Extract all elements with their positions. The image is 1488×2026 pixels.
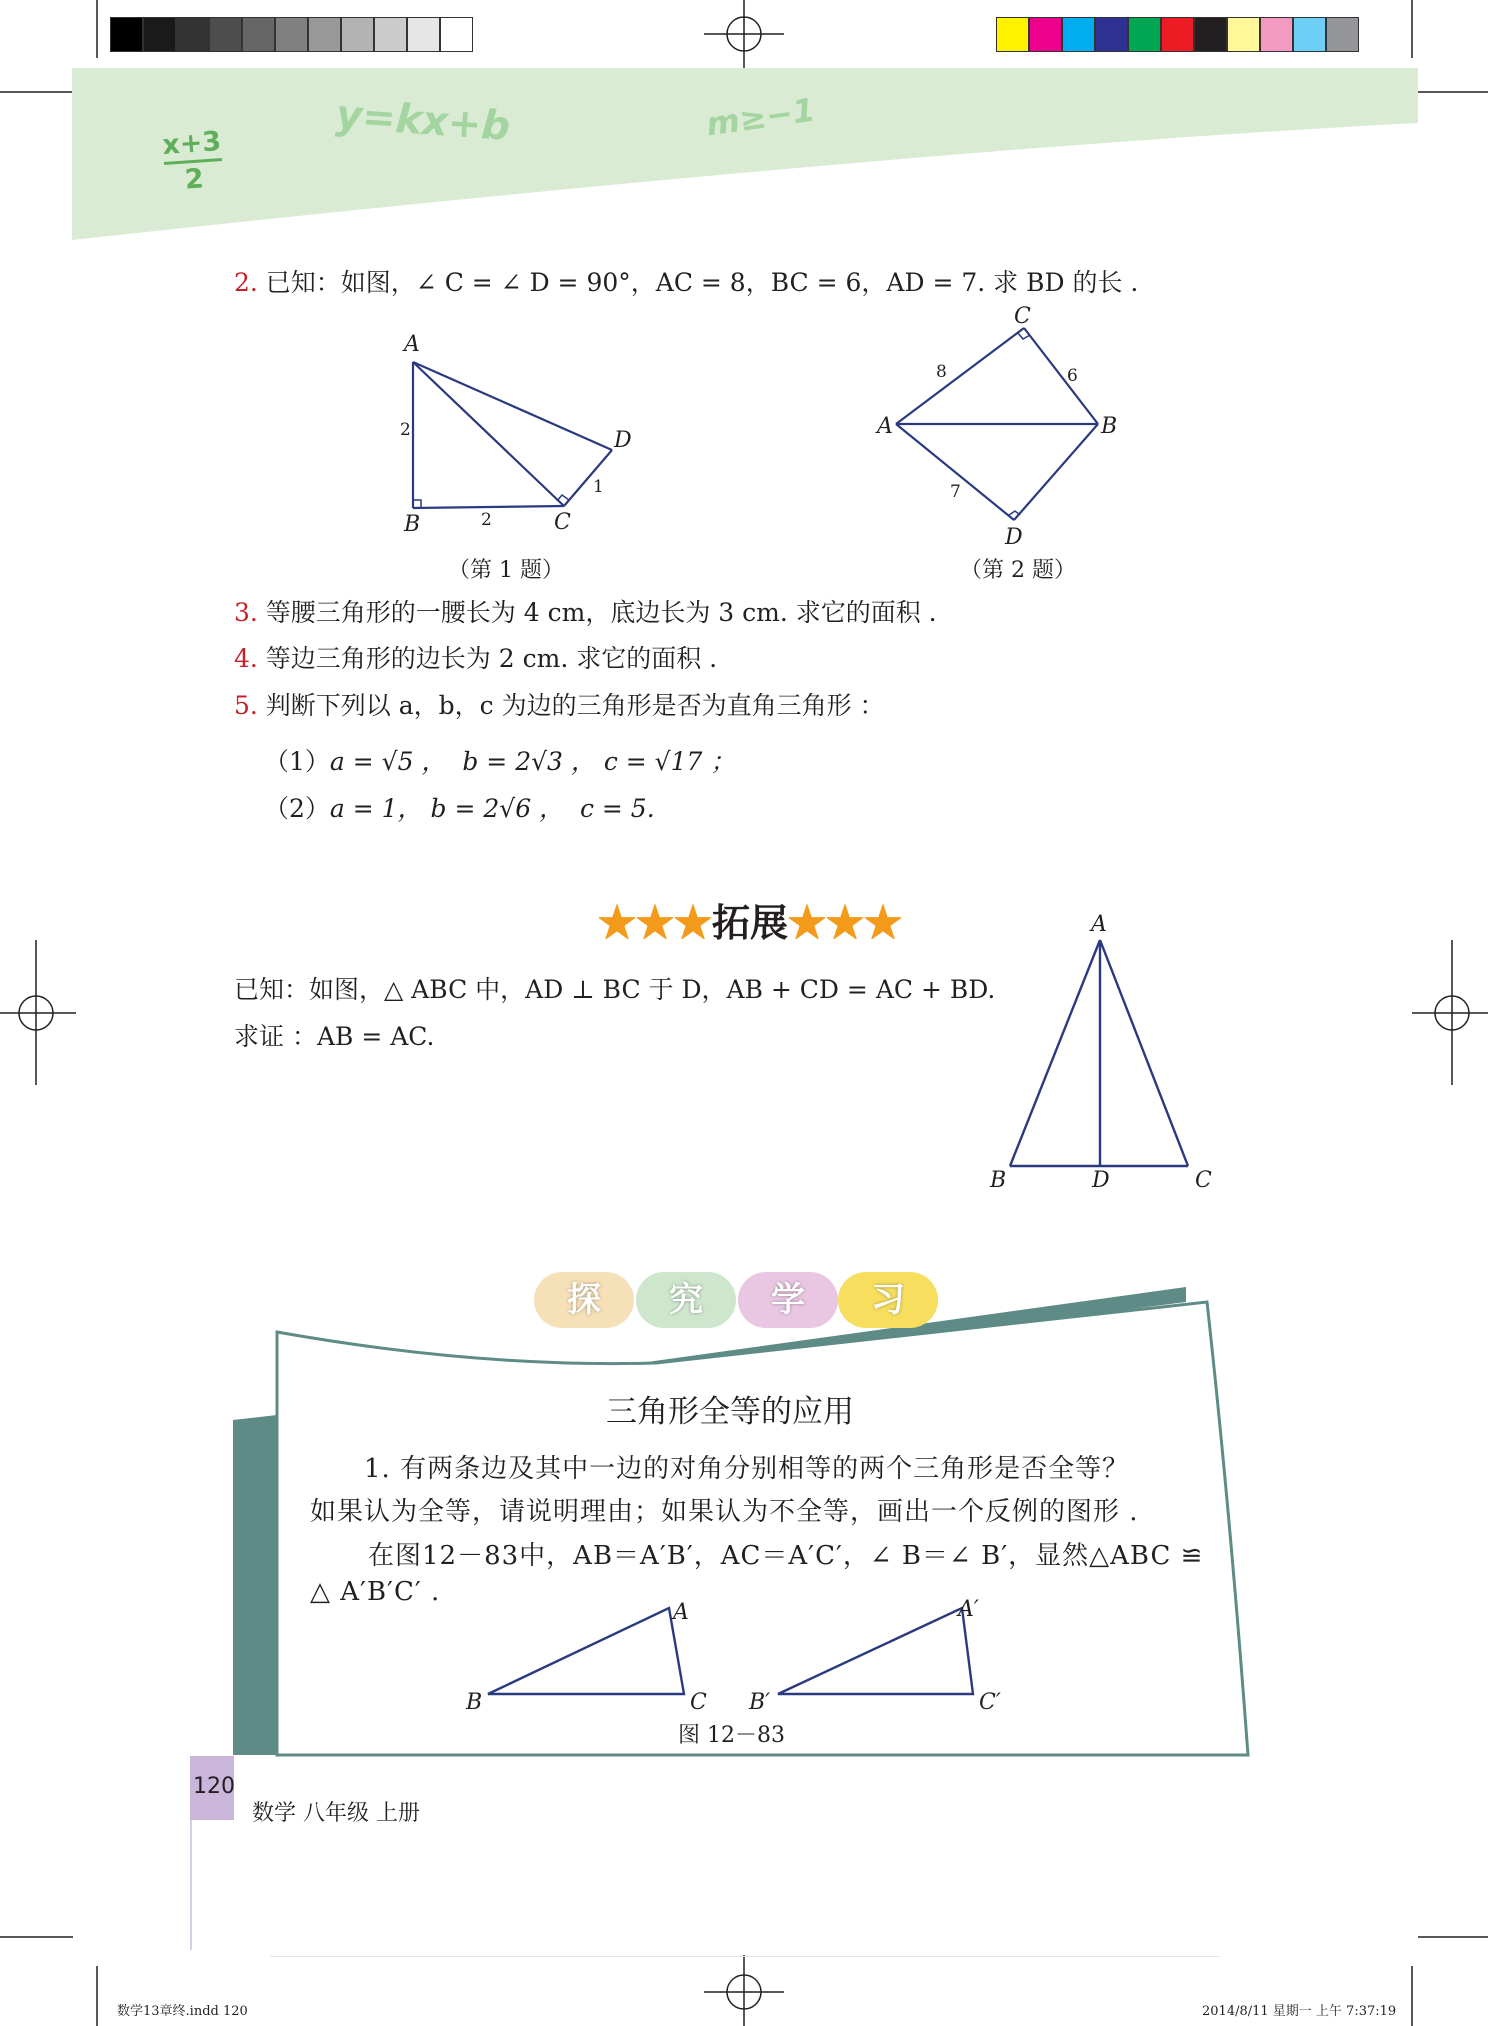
part-1-label: （1） bbox=[264, 747, 330, 776]
header-formula-inequality: m≥−1 bbox=[703, 90, 818, 144]
fig2-label-A: A bbox=[877, 414, 893, 439]
figure-2-diagram bbox=[870, 310, 1130, 530]
pill-explore-2: 究 bbox=[636, 1272, 736, 1328]
pill-explore-1: 探 bbox=[534, 1272, 634, 1328]
extension-stars-left: ★★★ bbox=[598, 900, 713, 945]
file-info: 数学13章终.indd 120 bbox=[117, 2004, 248, 2019]
fig2-length-AC: 8 bbox=[936, 362, 947, 382]
part-2-a: a = 1， bbox=[329, 794, 423, 823]
problem-4-number: 4. bbox=[234, 644, 258, 673]
problem-5-part-2 bbox=[264, 792, 655, 826]
fig1283-label-B: B bbox=[466, 1690, 483, 1715]
page-number: 120 bbox=[193, 1774, 235, 1799]
explore-para2-line1: 在图12－83中，AB＝A′B′，AC＝A′C′，∠ B＝∠ B′，显然△ABC ≌ bbox=[368, 1541, 1204, 1571]
fig1-label-D: D bbox=[614, 428, 632, 453]
problem-5-number: 5. bbox=[234, 691, 258, 720]
problem-2 bbox=[234, 266, 1138, 300]
fig1283-label-C-prime: C′ bbox=[979, 1690, 1001, 1715]
ext-label-A: A bbox=[1091, 912, 1107, 937]
timestamp: 2014/8/11 星期一 上午 7:37:19 bbox=[1202, 2004, 1397, 2019]
problem-3-number: 3. bbox=[234, 598, 258, 627]
part-2-c: c = 5. bbox=[579, 794, 655, 823]
problem-2-text: 已知：如图，∠ C = ∠ D = 90°，AC = 8，BC = 6，AD = 7. 求 BD 的长 . bbox=[257, 268, 1139, 297]
book-title: 数学 八年级 上册 bbox=[252, 1801, 420, 1826]
fig2-label-C: C bbox=[1014, 304, 1031, 329]
page-tab-rule bbox=[190, 1820, 192, 1950]
pill-explore-3: 学 bbox=[738, 1272, 838, 1328]
fig1-label-B: B bbox=[404, 512, 421, 537]
header-formula-linear: y=kx+b bbox=[334, 91, 512, 151]
extension-heading bbox=[598, 892, 902, 947]
figure-1-diagram bbox=[380, 330, 650, 530]
fig1283-label-A-prime: A′ bbox=[958, 1597, 979, 1622]
part-2-label: （2） bbox=[264, 794, 330, 823]
problem-5 bbox=[234, 689, 885, 723]
header-formula-fraction bbox=[158, 126, 229, 197]
fig2-length-AD: 7 bbox=[950, 482, 961, 502]
fig1283-label-B-prime: B′ bbox=[749, 1690, 771, 1715]
ext-label-B: B bbox=[990, 1168, 1007, 1193]
problem-4-text: 等边三角形的边长为 2 cm. 求它的面积 . bbox=[257, 644, 718, 673]
fraction-numerator: x+3 bbox=[161, 126, 223, 162]
fraction-denominator: 2 bbox=[183, 163, 205, 196]
part-1-b: b = 2√3 ， bbox=[462, 747, 596, 776]
problem-2-number: 2. bbox=[234, 268, 258, 297]
ext-label-D: D bbox=[1092, 1168, 1110, 1193]
ext-label-C: C bbox=[1195, 1168, 1212, 1193]
fig2-label-D: D bbox=[1005, 525, 1023, 550]
figure-12-83-caption: 图 12－83 bbox=[678, 1723, 785, 1748]
extension-prove: 求证 ：AB = AC. bbox=[234, 1022, 435, 1051]
footer-rule bbox=[270, 1956, 1220, 1957]
explore-title: 三角形全等的应用 bbox=[606, 1394, 854, 1430]
problem-3-text: 等腰三角形的一腰长为 4 cm，底边长为 3 cm. 求它的面积 . bbox=[257, 598, 937, 627]
problem-3 bbox=[234, 596, 937, 630]
extension-diagram bbox=[990, 920, 1210, 1180]
extension-title: 拓展 bbox=[712, 900, 789, 945]
part-2-b: b = 2√6 ， bbox=[430, 794, 565, 823]
part-1-a: a = √5 ， bbox=[329, 747, 447, 776]
fig1283-label-A: A bbox=[673, 1600, 689, 1625]
figure-12-83-diagram bbox=[460, 1590, 1020, 1700]
explore-para2-line2: △ A′B′C′ . bbox=[310, 1577, 441, 1607]
explore-para1-line1: 1. 有两条边及其中一边的对角分别相等的两个三角形是否全等？ bbox=[364, 1454, 1130, 1484]
problem-5-text: 判断下列以 a，b，c 为边的三角形是否为直角三角形 ： bbox=[257, 691, 885, 720]
fig1-label-A: A bbox=[404, 332, 420, 357]
fig1-length-CD: 1 bbox=[593, 477, 604, 497]
fig1283-label-C: C bbox=[690, 1690, 707, 1715]
fig2-label-B: B bbox=[1101, 414, 1118, 439]
fig2-caption: （第 2 题） bbox=[960, 558, 1076, 583]
extension-given: 已知：如图，△ ABC 中，AD ⊥ BC 于 D，AB + CD = AC + BD. bbox=[234, 975, 996, 1004]
problem-5-part-1 bbox=[264, 745, 735, 779]
fig1-length-AB: 2 bbox=[400, 420, 411, 440]
fig1-label-C: C bbox=[554, 510, 571, 535]
fig2-length-CB: 6 bbox=[1067, 366, 1078, 386]
problem-4 bbox=[234, 642, 717, 676]
part-1-c: c = √17 ； bbox=[603, 747, 736, 776]
pill-explore-4: 习 bbox=[838, 1272, 938, 1328]
fig1-length-BC: 2 bbox=[481, 510, 492, 530]
fig1-caption: （第 1 题） bbox=[448, 558, 564, 583]
extension-stars-right: ★★★ bbox=[788, 900, 903, 945]
explore-para1-line2: 如果认为全等，请说明理由；如果认为不全等，画出一个反例的图形 . bbox=[310, 1497, 1139, 1527]
